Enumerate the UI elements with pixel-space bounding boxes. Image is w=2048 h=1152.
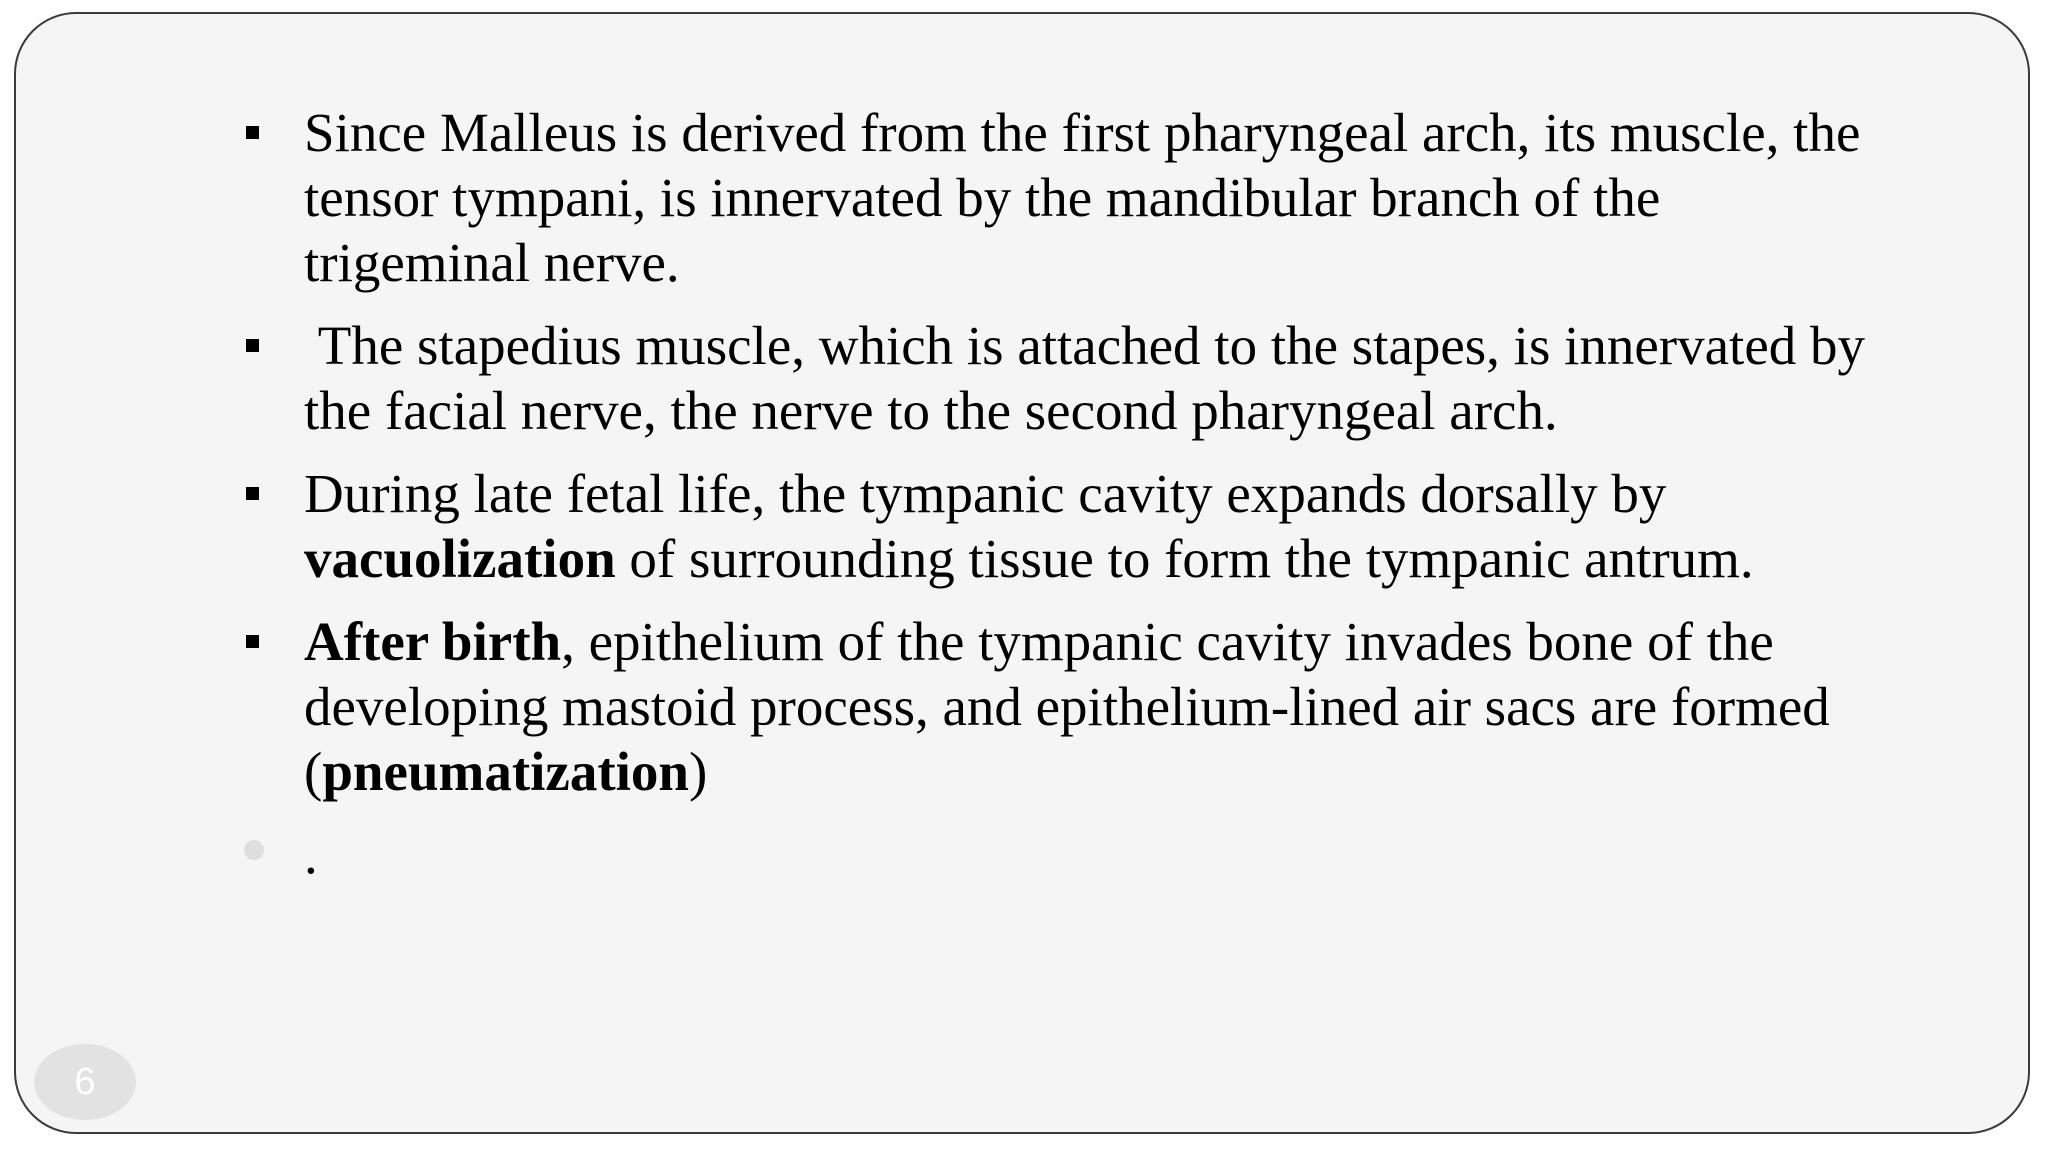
text-segment: Since Malleus is derived from the first pharyngeal arch, its muscle, the tensor tympani, is innervated by the mandibular branch of the trigeminal nerve.	[304, 102, 1861, 293]
text-segment: The stapedius muscle, which is attached to the stapes, is innervated by the facial nerve, the nerve to the second pharyngeal arch.	[304, 315, 1879, 441]
square-bullet-icon	[246, 126, 259, 139]
bullet-item	[230, 313, 1890, 443]
bullet-text	[304, 463, 1754, 589]
text-segment: of surrounding tissue to form the tympanic antrum.	[615, 528, 1754, 589]
bold-term-vacuolization: vacuolization	[304, 528, 616, 589]
square-bullet-icon	[246, 339, 259, 352]
bullet-item	[230, 609, 1890, 804]
text-segment: )	[689, 741, 708, 802]
square-bullet-icon	[246, 635, 259, 648]
slide-frame	[14, 12, 2030, 1134]
text-segment: During late fetal life, the tympanic cavity expands dorsally by	[304, 463, 1667, 524]
page-number-badge: 6	[34, 1044, 136, 1120]
bullet-item	[230, 100, 1890, 295]
bullet-list	[230, 100, 1890, 905]
text-segment: .	[304, 824, 318, 885]
circle-bullet-icon	[244, 840, 264, 860]
bullet-text	[304, 824, 318, 885]
square-bullet-icon	[246, 487, 259, 500]
bullet-text	[304, 611, 1830, 802]
bullet-item	[230, 461, 1890, 591]
bold-term-after-birth: After birth	[304, 611, 562, 672]
bullet-item	[230, 822, 1890, 887]
bullet-text	[304, 102, 1860, 293]
bold-term-pneumatization: pneumatization	[322, 741, 690, 802]
bullet-text	[304, 315, 1879, 441]
text-segment: , epithelium of the tympanic cavity invades bone of the developing mastoid process, and epithelium-lined air sacs are formed (	[304, 611, 1830, 802]
